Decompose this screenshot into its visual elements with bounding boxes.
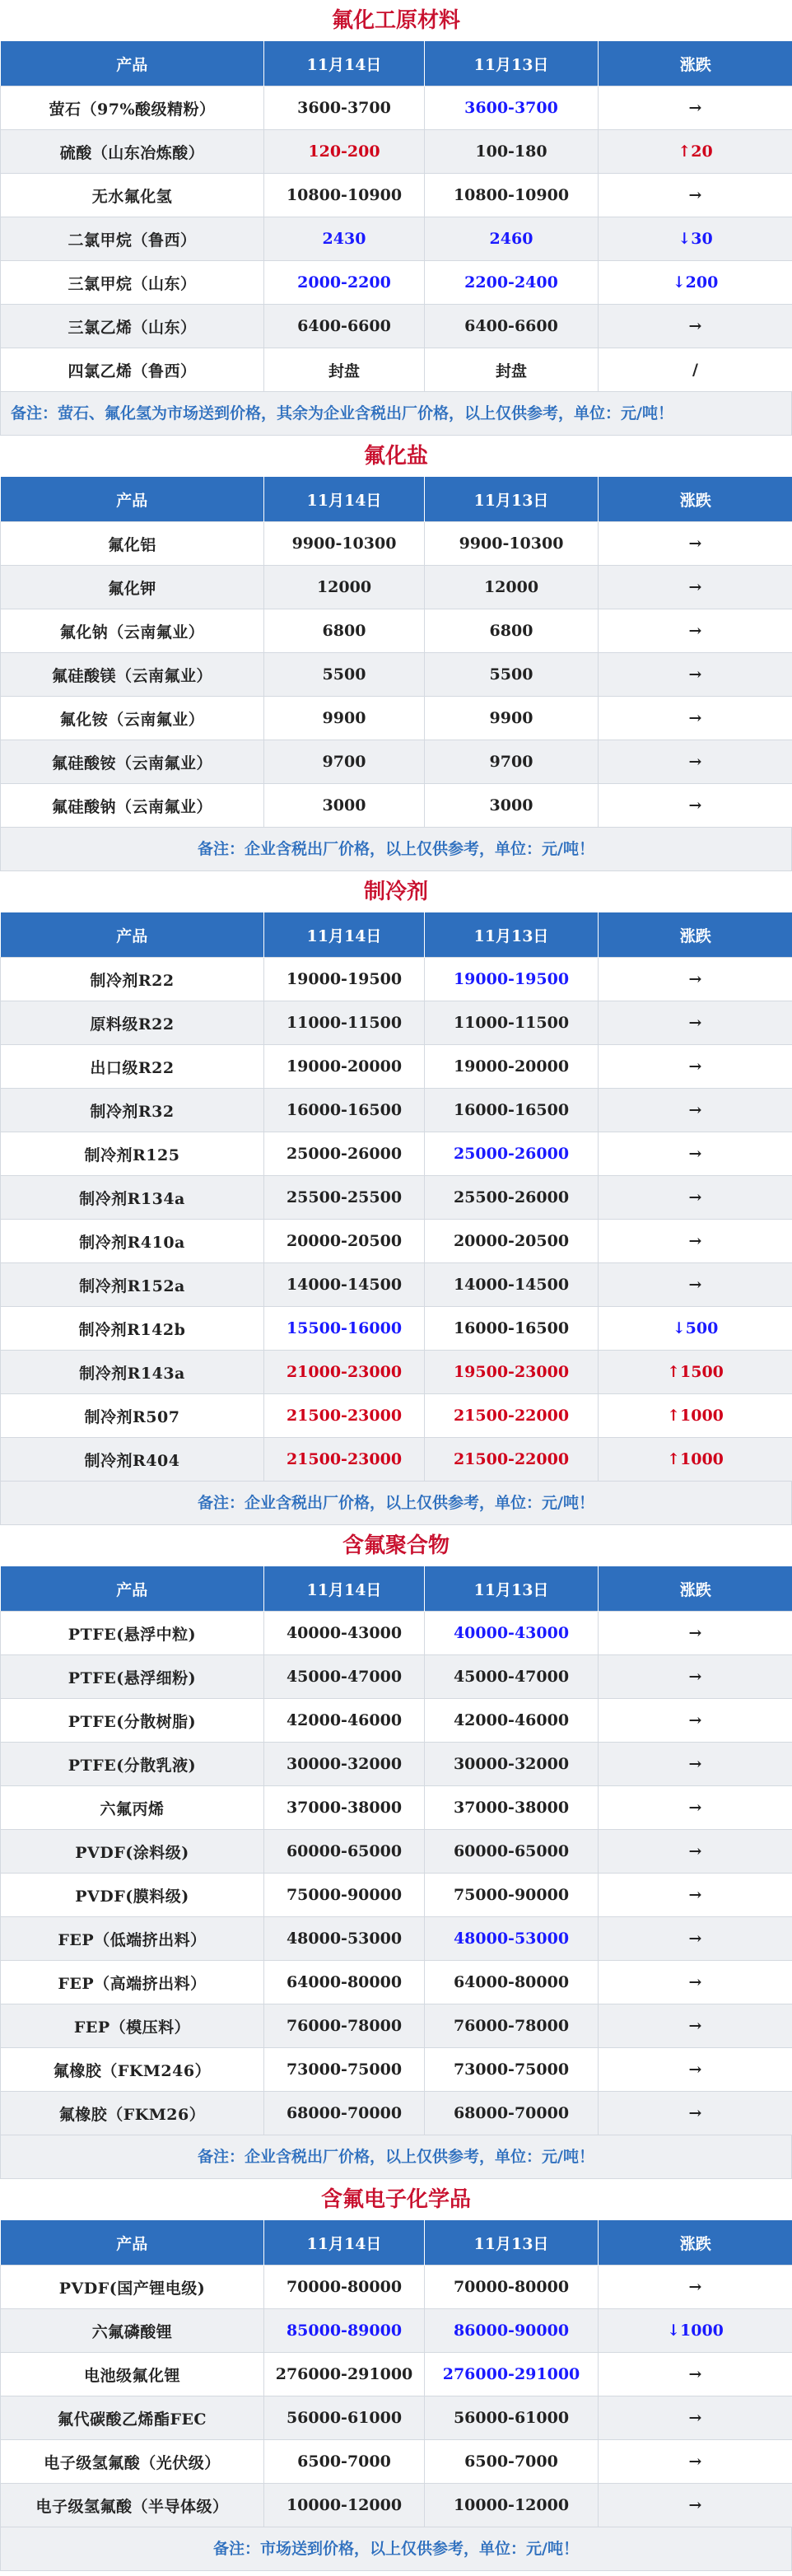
price-section <box>0 871 792 1525</box>
product-name: 电池级氟化锂 <box>1 2353 264 2396</box>
price-nov14: 3600-3700 <box>264 86 425 130</box>
table-header-row <box>1 1566 792 1612</box>
price-nov14: 68000-70000 <box>264 2092 425 2135</box>
price-change: → <box>599 740 792 784</box>
price-nov13: 16000-16500 <box>425 1089 599 1132</box>
section-note: 备注：市场送到价格，以上仅供参考，单位：元/吨！ <box>0 2527 792 2571</box>
price-change: → <box>599 784 792 828</box>
header-date-nov14: 11月14日 <box>264 1566 425 1612</box>
price-nov14: 19000-20000 <box>264 1045 425 1089</box>
price-change: ↑1500 <box>599 1351 792 1394</box>
product-name: 氟化铝 <box>1 522 264 566</box>
price-nov13: 30000-32000 <box>425 1743 599 1786</box>
table-row <box>1 1612 792 1655</box>
table-row <box>1 2004 792 2048</box>
product-name: 制冷剂R142b <box>1 1307 264 1351</box>
price-nov14: 19000-19500 <box>264 958 425 1001</box>
price-nov13: 100-180 <box>425 130 599 174</box>
table-row <box>1 1961 792 2004</box>
header-product: 产品 <box>1 2220 264 2266</box>
price-change: → <box>599 958 792 1001</box>
price-nov14: 75000-90000 <box>264 1874 425 1917</box>
table-row <box>1 566 792 609</box>
price-nov13: 19000-19500 <box>425 958 599 1001</box>
section-note: 备注：萤石、氟化氢为市场送到价格，其余为企业含税出厂价格，以上仅供参考，单位：元/吨！ <box>0 392 792 436</box>
price-nov13: 21500-22000 <box>425 1394 599 1438</box>
header-date-nov14: 11月14日 <box>264 41 425 86</box>
product-name: 制冷剂R134a <box>1 1176 264 1220</box>
price-change: → <box>599 697 792 740</box>
product-name: 制冷剂R125 <box>1 1132 264 1176</box>
price-nov13: 9900-10300 <box>425 522 599 566</box>
product-name: 出口级R22 <box>1 1045 264 1089</box>
price-change: → <box>599 1220 792 1263</box>
price-nov14: 5500 <box>264 653 425 697</box>
product-name: 氟硅酸钠（云南氟业） <box>1 784 264 828</box>
section-title: 含氟聚合物 <box>342 1533 450 1558</box>
price-change: → <box>599 2484 792 2527</box>
header-product: 产品 <box>1 477 264 522</box>
price-table <box>0 41 792 392</box>
price-change: → <box>599 1786 792 1830</box>
price-nov13: 6500-7000 <box>425 2440 599 2484</box>
price-nov13: 25500-26000 <box>425 1176 599 1220</box>
header-change: 涨跌 <box>599 41 792 86</box>
table-row <box>1 1307 792 1351</box>
product-name: 六氟磷酸锂 <box>1 2309 264 2353</box>
product-name: 氟橡胶（FKM26） <box>1 2092 264 2135</box>
price-change: → <box>599 2396 792 2440</box>
product-name: 氟硅酸镁（云南氟业） <box>1 653 264 697</box>
table-row <box>1 1045 792 1089</box>
table-row <box>1 1917 792 1961</box>
price-change: → <box>599 1263 792 1307</box>
header-date-nov13: 11月13日 <box>425 1566 599 1612</box>
price-change: → <box>599 2092 792 2135</box>
table-row <box>1 1699 792 1743</box>
price-nov14: 76000-78000 <box>264 2004 425 2048</box>
price-nov14: 45000-47000 <box>264 1655 425 1699</box>
product-name: PVDF(涂料级) <box>1 1830 264 1874</box>
price-nov13: 86000-90000 <box>425 2309 599 2353</box>
table-row <box>1 1874 792 1917</box>
price-nov14: 6500-7000 <box>264 2440 425 2484</box>
price-nov13: 20000-20500 <box>425 1220 599 1263</box>
price-section <box>0 2179 792 2571</box>
table-row <box>1 1394 792 1438</box>
table-row <box>1 1001 792 1045</box>
price-nov13: 276000-291000 <box>425 2353 599 2396</box>
price-table <box>0 1566 792 2135</box>
price-nov13: 56000-61000 <box>425 2396 599 2440</box>
table-row <box>1 522 792 566</box>
price-change: → <box>599 1612 792 1655</box>
price-nov14: 10800-10900 <box>264 174 425 217</box>
table-row <box>1 1743 792 1786</box>
price-section <box>0 436 792 871</box>
price-nov13: 40000-43000 <box>425 1612 599 1655</box>
price-change: → <box>599 1655 792 1699</box>
price-change: → <box>599 174 792 217</box>
header-date-nov14: 11月14日 <box>264 912 425 958</box>
product-name: PTFE(悬浮细粉) <box>1 1655 264 1699</box>
price-change: ↑20 <box>599 130 792 174</box>
price-change: → <box>599 1961 792 2004</box>
price-nov14: 56000-61000 <box>264 2396 425 2440</box>
price-nov13: 48000-53000 <box>425 1917 599 1961</box>
table-row <box>1 174 792 217</box>
price-change: → <box>599 1176 792 1220</box>
price-nov14: 11000-11500 <box>264 1001 425 1045</box>
price-change: ↑1000 <box>599 1438 792 1482</box>
product-name: 三氯甲烷（山东） <box>1 261 264 305</box>
table-row <box>1 1786 792 1830</box>
header-change: 涨跌 <box>599 2220 792 2266</box>
product-name: PTFE(分散树脂) <box>1 1699 264 1743</box>
product-name: FEP（低端挤出料） <box>1 1917 264 1961</box>
price-table <box>0 912 792 1482</box>
table-row <box>1 86 792 130</box>
price-nov14: 60000-65000 <box>264 1830 425 1874</box>
product-name: 制冷剂R32 <box>1 1089 264 1132</box>
table-row <box>1 2484 792 2527</box>
price-nov13: 75000-90000 <box>425 1874 599 1917</box>
price-change: ↓1000 <box>599 2309 792 2353</box>
table-row <box>1 1655 792 1699</box>
product-name: 制冷剂R152a <box>1 1263 264 1307</box>
price-nov13: 19500-23000 <box>425 1351 599 1394</box>
price-change: → <box>599 653 792 697</box>
price-nov14: 37000-38000 <box>264 1786 425 1830</box>
price-nov13: 45000-47000 <box>425 1655 599 1699</box>
table-row <box>1 305 792 348</box>
price-nov14: 21000-23000 <box>264 1351 425 1394</box>
table-row <box>1 130 792 174</box>
table-row <box>1 1176 792 1220</box>
price-nov14: 3000 <box>264 784 425 828</box>
price-nov14: 120-200 <box>264 130 425 174</box>
price-nov14: 9700 <box>264 740 425 784</box>
product-name: 制冷剂R143a <box>1 1351 264 1394</box>
header-change: 涨跌 <box>599 1566 792 1612</box>
price-nov14: 276000-291000 <box>264 2353 425 2396</box>
price-change: → <box>599 2266 792 2309</box>
table-row <box>1 261 792 305</box>
price-nov14: 85000-89000 <box>264 2309 425 2353</box>
product-name: 氟化铵（云南氟业） <box>1 697 264 740</box>
price-change: ↓200 <box>599 261 792 305</box>
price-nov13: 37000-38000 <box>425 1786 599 1830</box>
section-title: 含氟电子化学品 <box>320 2187 471 2212</box>
price-nov13: 19000-20000 <box>425 1045 599 1089</box>
price-change: → <box>599 1743 792 1786</box>
price-change: → <box>599 1089 792 1132</box>
price-nov13: 9700 <box>425 740 599 784</box>
product-name: 制冷剂R507 <box>1 1394 264 1438</box>
price-nov14: 20000-20500 <box>264 1220 425 1263</box>
product-name: 无水氟化氢 <box>1 174 264 217</box>
price-nov13: 60000-65000 <box>425 1830 599 1874</box>
table-row <box>1 784 792 828</box>
price-change: ↓500 <box>599 1307 792 1351</box>
header-date-nov14: 11月14日 <box>264 2220 425 2266</box>
price-change: → <box>599 305 792 348</box>
price-nov14: 9900 <box>264 697 425 740</box>
price-nov14: 42000-46000 <box>264 1699 425 1743</box>
price-nov14: 10000-12000 <box>264 2484 425 2527</box>
table-row <box>1 1220 792 1263</box>
table-row <box>1 217 792 261</box>
header-date-nov14: 11月14日 <box>264 477 425 522</box>
header-change: 涨跌 <box>599 912 792 958</box>
table-row <box>1 2266 792 2309</box>
price-change: → <box>599 1045 792 1089</box>
product-name: PTFE(分散乳液) <box>1 1743 264 1786</box>
price-nov14: 40000-43000 <box>264 1612 425 1655</box>
table-row <box>1 1263 792 1307</box>
table-row <box>1 740 792 784</box>
section-title: 制冷剂 <box>363 880 428 904</box>
table-row <box>1 1351 792 1394</box>
price-nov13: 9900 <box>425 697 599 740</box>
price-nov14: 21500-23000 <box>264 1438 425 1482</box>
table-row <box>1 2440 792 2484</box>
product-name: PTFE(悬浮中粒) <box>1 1612 264 1655</box>
product-name: 四氯乙烯（鲁西） <box>1 348 264 392</box>
price-change: → <box>599 2353 792 2396</box>
product-name: 六氟丙烯 <box>1 1786 264 1830</box>
product-name: 电子级氢氟酸（光伏级） <box>1 2440 264 2484</box>
price-nov14: 15500-16000 <box>264 1307 425 1351</box>
product-name: 氟橡胶（FKM246） <box>1 2048 264 2092</box>
price-section <box>0 1525 792 2179</box>
product-name: 氟代碳酸乙烯酯FEC <box>1 2396 264 2440</box>
price-nov13: 73000-75000 <box>425 2048 599 2092</box>
header-change: 涨跌 <box>599 477 792 522</box>
header-product: 产品 <box>1 912 264 958</box>
price-section <box>0 0 792 436</box>
product-name: 二氯甲烷（鲁西） <box>1 217 264 261</box>
price-nov14: 73000-75000 <box>264 2048 425 2092</box>
price-change: → <box>599 1699 792 1743</box>
table-row <box>1 2048 792 2092</box>
price-nov13: 12000 <box>425 566 599 609</box>
product-name: 三氯乙烯（山东） <box>1 305 264 348</box>
price-nov14: 6400-6600 <box>264 305 425 348</box>
price-nov14: 16000-16500 <box>264 1089 425 1132</box>
price-change: ↓30 <box>599 217 792 261</box>
product-name: FEP（高端挤出料） <box>1 1961 264 2004</box>
price-nov13: 42000-46000 <box>425 1699 599 1743</box>
price-nov13: 11000-11500 <box>425 1001 599 1045</box>
table-row <box>1 1089 792 1132</box>
price-nov14: 21500-23000 <box>264 1394 425 1438</box>
product-name: 硫酸（山东冶炼酸） <box>1 130 264 174</box>
section-note: 备注：企业含税出厂价格，以上仅供参考，单位：元/吨！ <box>0 2135 792 2179</box>
product-name: 氟化钠（云南氟业） <box>1 609 264 653</box>
product-name: FEP（模压料） <box>1 2004 264 2048</box>
header-date-nov13: 11月13日 <box>425 477 599 522</box>
price-change: → <box>599 1001 792 1045</box>
price-nov14: 9900-10300 <box>264 522 425 566</box>
product-name: 氟化钾 <box>1 566 264 609</box>
section-title: 氟化盐 <box>363 444 428 469</box>
price-nov14: 64000-80000 <box>264 1961 425 2004</box>
header-product: 产品 <box>1 41 264 86</box>
price-nov13: 21500-22000 <box>425 1438 599 1482</box>
price-nov13: 10800-10900 <box>425 174 599 217</box>
table-row <box>1 2396 792 2440</box>
section-title: 氟化工原材料 <box>331 8 460 33</box>
price-nov14: 48000-53000 <box>264 1917 425 1961</box>
table-header-row <box>1 912 792 958</box>
section-note: 备注：企业含税出厂价格，以上仅供参考，单位：元/吨！ <box>0 828 792 871</box>
price-nov14: 封盘 <box>264 348 425 392</box>
price-nov13: 5500 <box>425 653 599 697</box>
product-name: 制冷剂R410a <box>1 1220 264 1263</box>
price-nov13: 25000-26000 <box>425 1132 599 1176</box>
price-nov13: 3000 <box>425 784 599 828</box>
price-nov13: 封盘 <box>425 348 599 392</box>
price-nov14: 25000-26000 <box>264 1132 425 1176</box>
table-row <box>1 653 792 697</box>
table-row <box>1 2092 792 2135</box>
product-name: PVDF(膜料级) <box>1 1874 264 1917</box>
price-change: → <box>599 1917 792 1961</box>
price-nov13: 14000-14500 <box>425 1263 599 1307</box>
price-nov13: 10000-12000 <box>425 2484 599 2527</box>
header-date-nov13: 11月13日 <box>425 41 599 86</box>
price-nov14: 14000-14500 <box>264 1263 425 1307</box>
header-date-nov13: 11月13日 <box>425 912 599 958</box>
table-row <box>1 2353 792 2396</box>
price-nov14: 70000-80000 <box>264 2266 425 2309</box>
price-change: → <box>599 2440 792 2484</box>
price-nov13: 16000-16500 <box>425 1307 599 1351</box>
price-change: → <box>599 609 792 653</box>
price-nov14: 6800 <box>264 609 425 653</box>
price-nov13: 6800 <box>425 609 599 653</box>
price-change: → <box>599 1132 792 1176</box>
price-change: → <box>599 86 792 130</box>
price-change: → <box>599 2004 792 2048</box>
table-header-row <box>1 2220 792 2266</box>
price-change: → <box>599 566 792 609</box>
price-nov13: 2200-2400 <box>425 261 599 305</box>
price-nov13: 3600-3700 <box>425 86 599 130</box>
price-nov13: 76000-78000 <box>425 2004 599 2048</box>
price-nov14: 25500-25500 <box>264 1176 425 1220</box>
product-name: 电子级氢氟酸（半导体级） <box>1 2484 264 2527</box>
table-row <box>1 1830 792 1874</box>
product-name: 萤石（97%酸级精粉） <box>1 86 264 130</box>
price-nov14: 2430 <box>264 217 425 261</box>
table-row <box>1 609 792 653</box>
price-change: → <box>599 2048 792 2092</box>
price-change: / <box>599 348 792 392</box>
price-change: ↑1000 <box>599 1394 792 1438</box>
price-nov13: 6400-6600 <box>425 305 599 348</box>
table-row <box>1 697 792 740</box>
price-table <box>0 2220 792 2527</box>
product-name: 原料级R22 <box>1 1001 264 1045</box>
price-nov14: 30000-32000 <box>264 1743 425 1786</box>
header-product: 产品 <box>1 1566 264 1612</box>
product-name: 制冷剂R404 <box>1 1438 264 1482</box>
price-change: → <box>599 1830 792 1874</box>
table-header-row <box>1 41 792 86</box>
price-nov13: 70000-80000 <box>425 2266 599 2309</box>
table-row <box>1 1132 792 1176</box>
price-nov13: 68000-70000 <box>425 2092 599 2135</box>
table-row <box>1 2309 792 2353</box>
price-nov13: 64000-80000 <box>425 1961 599 2004</box>
price-nov14: 2000-2200 <box>264 261 425 305</box>
table-row <box>1 1438 792 1482</box>
price-table <box>0 477 792 828</box>
price-nov13: 2460 <box>425 217 599 261</box>
table-header-row <box>1 477 792 522</box>
table-row <box>1 958 792 1001</box>
section-note: 备注：企业含税出厂价格，以上仅供参考，单位：元/吨！ <box>0 1482 792 1525</box>
price-change: → <box>599 1874 792 1917</box>
product-name: 制冷剂R22 <box>1 958 264 1001</box>
price-change: → <box>599 522 792 566</box>
product-name: 氟硅酸铵（云南氟业） <box>1 740 264 784</box>
table-row <box>1 348 792 392</box>
price-nov14: 12000 <box>264 566 425 609</box>
product-name: PVDF(国产锂电级) <box>1 2266 264 2309</box>
header-date-nov13: 11月13日 <box>425 2220 599 2266</box>
